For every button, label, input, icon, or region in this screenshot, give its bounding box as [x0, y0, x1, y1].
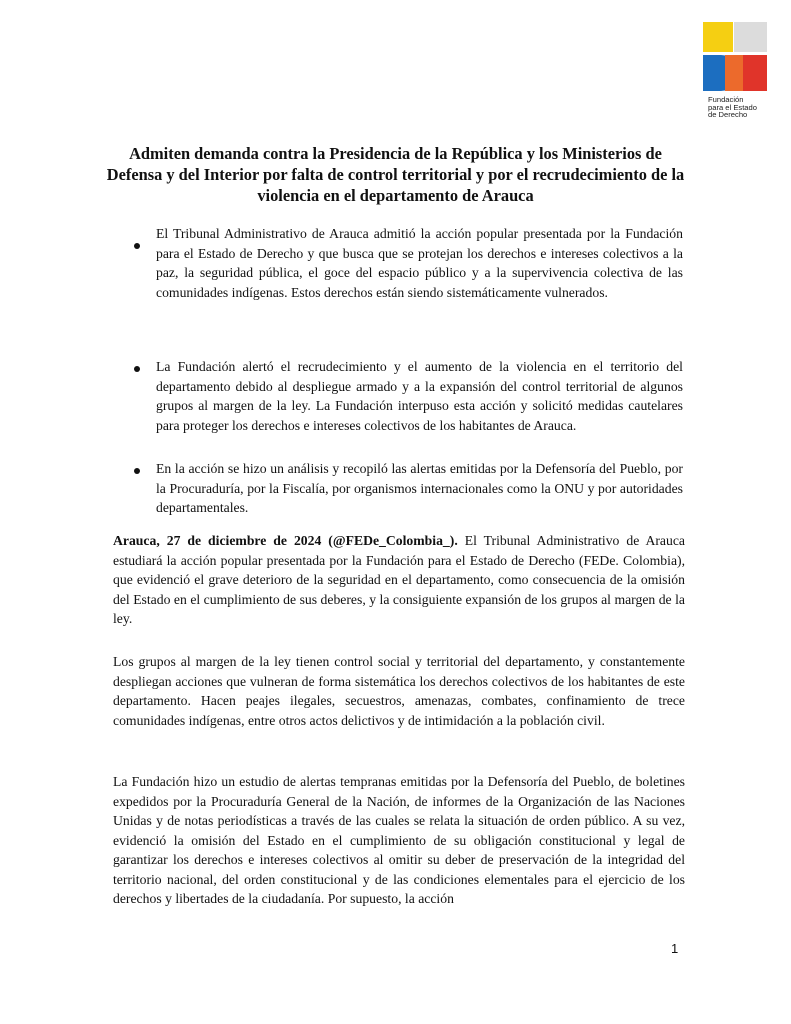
fede-logo-icon — [703, 22, 769, 92]
bullet-item: La Fundación alertó el recrudecimiento y el aumento de la violencia en el territorio del departamento debido al despliegue armado y a la expansión del control territorial de algunos grupos al margen de la ley. La Fundación interpuso esta acción y solicitó medidas cautelares para proteger los derechos e intereses colectivos de los habitantes de Arauca. — [156, 359, 683, 433]
logo-line: de Derecho — [708, 110, 748, 120]
bullet-item: El Tribunal Administrativo de Arauca admitió la acción popular presentada por la Fundación para el Estado de Derecho y que busca que se protejan los derechos e intereses colectivos a la paz, la seguridad pública, el goce del espacio público y a la supervivencia colectiva de las comunidades indígenas. Estos derechos están siendo sistemáticamente vulnerados. — [156, 226, 683, 300]
logo-gray-block — [734, 22, 767, 52]
logo-caption — [708, 96, 774, 119]
bullet-dot-icon — [134, 366, 140, 372]
bullet-item: En la acción se hizo un análisis y recopiló las alertas emitidas por la Defensoría del Pueblo, por la Procuraduría, por la Fiscalía, por organismos internacionales como la ONU y por autoridades departamentales. — [156, 461, 683, 515]
logo-yellow-block — [703, 22, 733, 52]
document-title: Admiten demanda contra la Presidencia de la República y los Ministerios de Defensa y del Interior por falta de control territorial y por el recrudecimiento de la violencia en el departamento de Arauca — [106, 144, 685, 205]
body-paragraph: Los grupos al margen de la ley tienen control social y territorial del departamento, y constantemente despliegan acciones que vulneran de forma sistemática los derechos colectivos de los habitantes de este departamento. Hacen peajes ilegales, secuestros, amenazas, combates, confinamiento de trece comunidades indígenas, entre otros actos delictivos y de intimidación a la población civil. — [113, 654, 685, 728]
fundacion-logo — [697, 22, 773, 122]
logo-line: para el Estado — [708, 102, 757, 112]
body-paragraph: La Fundación hizo un estudio de alertas tempranas emitidas por la Defensoría del Pueblo, de boletines expedidos por la Procuraduría General de la Nación, de informes de la Organización de las Naciones Unidas y de notas periodísticas a través de las cuales se relata la situación de orden público. A su vez, evidenció la omisión del Estado en el cumplimiento de su obligación constitucional y legal de garantizar los derechos e intereses colectivos al omitir su deber de preservación de la integridad del territorio nacional, del orden constitucional y de las condiciones elementales para el ejercicio de los derechos y libertades de la ciudadanía. Por supuesto, la acción — [113, 774, 685, 906]
logo-line: Fundación — [708, 95, 744, 104]
bullet-dot-icon — [134, 468, 140, 474]
logo-orange-overlap — [725, 55, 743, 91]
page-number: 1 — [671, 941, 679, 956]
body-paragraph — [113, 531, 685, 629]
bullet-dot-icon — [134, 243, 140, 249]
paragraph-text: El Tribunal Administrativo de Arauca estudiará la acción popular presentada por la Fundación para el Estado de Derecho (FEDe. Colombia), que evidenció el grave deterioro de la seguridad en el departamento, como consecuencia de la omisión del Estado en el cumplimiento de sus deberes, y la consiguiente expansión de los grupos al margen de la ley. — [113, 533, 686, 626]
dateline: Arauca, 27 de diciembre de 2024 (@FEDe_Colombia_). — [113, 533, 458, 548]
logo-red-cut — [743, 68, 759, 78]
